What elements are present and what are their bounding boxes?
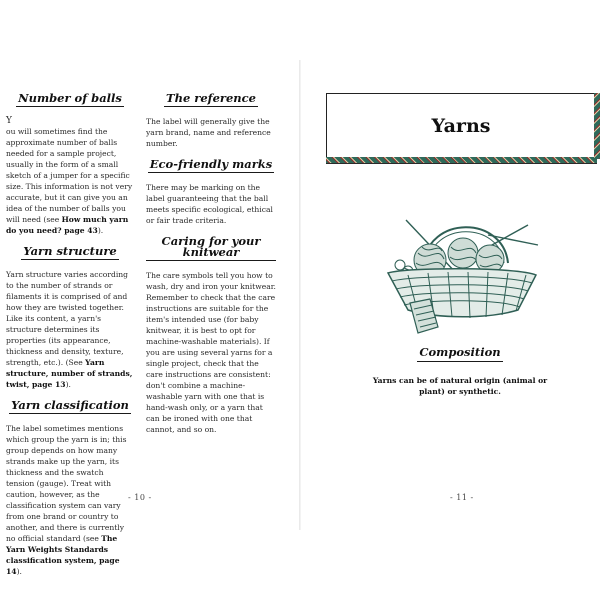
drop-cap: Y: [6, 116, 12, 126]
reference-heading: The reference: [166, 91, 256, 105]
yarn-structure-heading: Yarn structure: [23, 244, 117, 258]
left-column-2: [146, 93, 276, 441]
composition-heading: Composition: [400, 345, 520, 365]
yarn-classification-paragraph: The label sometimes mentions which group the yarn is in; this group depends on how many strands make up the yarn, its thickness and the swatch tension (gauge). Treat with caution, however, as the classification system can vary from one brand or country to another, and there is currently no official standard (see The Yarn Weights Standards classification system, page 14).: [6, 424, 127, 576]
left-column-1: [6, 93, 134, 583]
number-of-balls-heading: Number of balls: [18, 91, 122, 105]
yarn-classification-heading: Yarn classification: [11, 398, 129, 412]
eco-friendly-paragraph: There may be marking on the label guaranteeing that the ball meets specific ecological, ethical or fair trade criteria.: [146, 183, 273, 225]
composition-paragraph: Yarns can be of natural origin (animal or plant) or synthetic.: [372, 376, 548, 396]
page-number-left: - 10 -: [128, 493, 152, 502]
decorative-pattern-band: [326, 157, 597, 164]
decorative-pattern-side: [594, 93, 600, 159]
caring-heading: Caring for your knitwear: [146, 236, 276, 264]
knitting-basket-illustration: [378, 215, 542, 335]
chapter-title-box: [326, 93, 596, 159]
eco-friendly-heading: Eco-friendly marks: [149, 157, 273, 171]
book-spine: [299, 60, 301, 530]
chapter-title: Yarns: [431, 115, 491, 137]
number-of-balls-paragraph: Y ou will sometimes find the approximate number of balls needed for a sample project, usually in the form of a small sketch of a jumper for a specific size. This information is not very accurate, but it can give you an idea of the number of balls you will need (see How much yarn do you need? page 43).: [6, 116, 133, 235]
page-number-right: - 11 -: [450, 493, 474, 502]
caring-paragraph: The care symbols tell you how to wash, dry and iron your knitwear. Remember to check that the care instructions are suitable for the item's intended use (for baby knitwear, it is best to opt for machine-washable materials). If you are using several yarns for a single project, check that the care instructions are consistent: don't combine a machine-washable yarn with one that is hand-wash only, or a yarn that can be ironed with one that cannot, and so on.: [146, 271, 276, 434]
reference-paragraph: The label will generally give the yarn brand, name and reference number.: [146, 117, 271, 148]
yarn-structure-paragraph: Yarn structure varies according to the number of strands or filaments it is comprised of and how they are twisted together. Like its content, a yarn's structure determines its properties (its appearance, thickness and density, texture, strength, etc.). (See Yarn structure, number of strands, twist, page 13).: [6, 270, 133, 389]
